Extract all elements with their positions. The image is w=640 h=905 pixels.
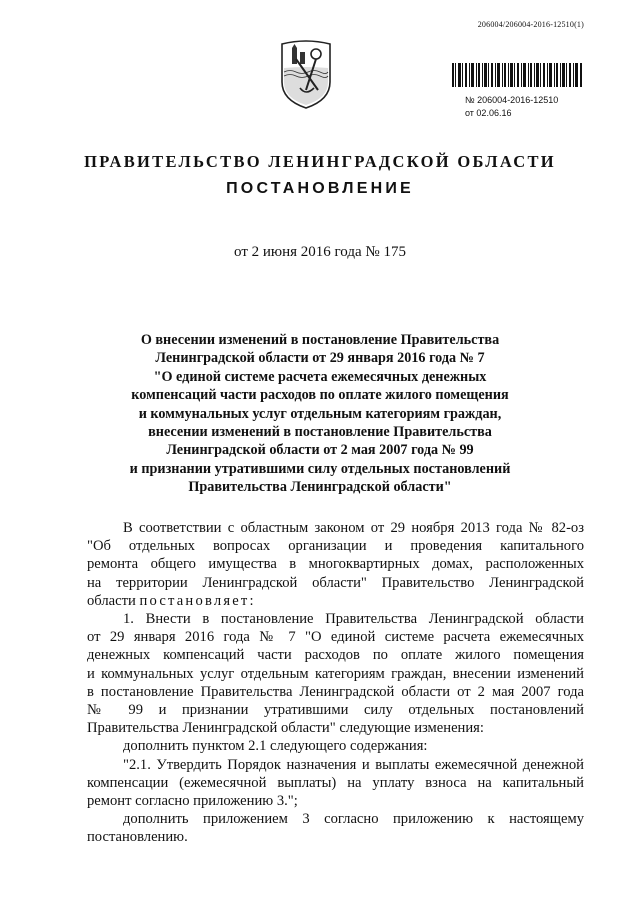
organization-heading: ПРАВИТЕЛЬСТВО ЛЕНИНГРАДСКОЙ ОБЛАСТИ	[84, 152, 556, 171]
document-body	[87, 519, 584, 847]
registration-number: № 206004-2016-12510	[465, 95, 559, 105]
body-line: в постановление Правительства Ленинградской области от 2 мая 2007 года	[87, 683, 584, 700]
body-line: от 29 января 2016 года № 7 "О единой системе расчета ежемесячных	[87, 629, 584, 646]
registration-date: от 02.06.16	[465, 108, 512, 118]
resolution-word: постановляет:	[139, 592, 256, 609]
body-line: Правительства Ленинградской области" следующие изменения:	[87, 720, 484, 737]
body-line: постановлению.	[87, 829, 188, 846]
body-line: дополнить приложением 3 согласно приложению к настоящему	[123, 811, 584, 828]
title-line: "О единой системе расчета ежемесячных денежных	[153, 368, 487, 385]
registration-block	[465, 94, 558, 120]
body-line: В соответствии с областным законом от 29 ноября 2013 года № 82-оз	[123, 520, 584, 536]
document-type-heading: ПОСТАНОВЛЕНИЕ	[226, 180, 414, 197]
body-line: и коммунальных услуг отдельным категориям граждан, внесении изменений	[87, 665, 584, 682]
title-line: и коммунальных услуг отдельным категориям граждан,	[138, 405, 502, 422]
body-text-fragment: области	[87, 592, 136, 609]
document-date-number: от 2 июня 2016 года № 175	[234, 244, 406, 260]
barcode	[452, 63, 582, 87]
body-line: денежных компенсаций части расходов по оплате жилого помещения	[87, 647, 584, 664]
title-line: компенсаций части расходов по оплате жилого помещения	[131, 387, 509, 404]
body-line: "2.1. Утвердить Порядок назначения и выплаты ежемесячной денежной	[123, 756, 584, 773]
title-line: и признании утратившими силу отдельных постановлений	[129, 460, 511, 477]
body-line	[87, 592, 584, 610]
body-line: ремонт согласно приложению 3.";	[87, 793, 298, 810]
body-line: ремонта общего имущества в многоквартирных домах, расположенных	[87, 556, 584, 573]
body-line: № 99 и признании утратившими силу отдельных постановлений	[87, 702, 584, 719]
body-line: компенсации (ежемесячной выплаты) на уплату взноса на капитальный	[87, 774, 584, 791]
title-line: Правительства Ленинградской области"	[188, 479, 452, 496]
title-line: Ленинградской области от 29 января 2016 года № 7	[155, 350, 485, 367]
document-code: 206004/206004-2016-12510(1)	[477, 20, 584, 29]
body-line: дополнить пунктом 2.1 следующего содержания:	[123, 738, 428, 755]
body-line: "Об отдельных вопросах организации и проведения капитального	[87, 538, 584, 555]
body-line: на территории Ленинградской области" Правительство Ленинградской	[87, 574, 584, 591]
title-line: Ленинградской области от 2 мая 2007 года № 99	[166, 442, 474, 459]
title-line: О внесении изменений в постановление Правительства	[140, 332, 500, 348]
body-line: 1. Внести в постановление Правительства Ленинградской области	[123, 611, 584, 628]
coat-of-arms-emblem	[278, 38, 334, 110]
title-line: внесении изменений в постановление Правительства	[148, 424, 492, 441]
document-title	[70, 331, 570, 497]
